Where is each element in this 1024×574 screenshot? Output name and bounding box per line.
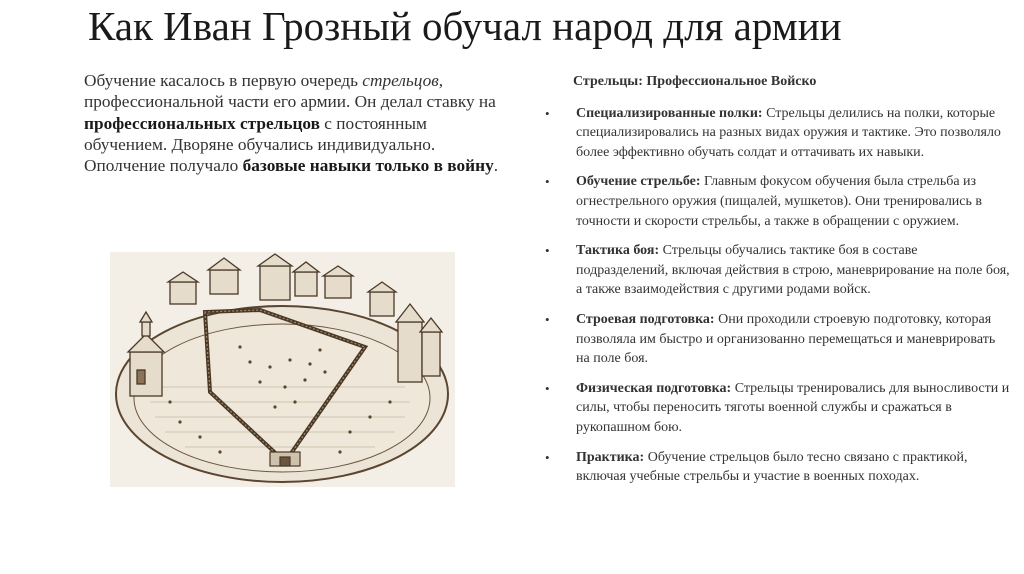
list-item-text: Обучение стрельцов было тесно связано с практикой, включая учебные стрельбы и участие в военных походах. [576,449,968,485]
list-item-term: Физическая подготовка: [576,380,732,396]
intro-text-2: , профессиональной части его армии. Он делал ставку на [84,71,496,112]
list-item [545,172,1010,231]
list-item [545,448,1010,487]
bullet-icon: • [545,380,550,396]
list-item-text: Стрельцы обучались тактике боя в составе подразделений, включая действия в строю, маневрирование на поле боя, а также взаимодействия с другими родами войск. [576,243,1010,298]
list-item-term: Практика: [576,449,645,465]
strelets-panel [545,72,1010,497]
list-item-text: Главным фокусом обучения была стрельба из огнестрельного оружия (пищалей, мушкетов). Они тренировались в точности и скорости стрельбы, а также в обращении с оружием. [576,174,983,229]
bullet-icon: • [545,243,550,259]
intro-paragraph [84,70,509,176]
list-item-text: Стрельцы делились на полки, которые специализировались на разных видах оружия и тактике. Это позволяло более эффективно обучать солдат и оттачивать их навыки. [576,105,1001,160]
intro-bold-2: базовые навыки только в войну [242,156,494,176]
fortress-engraving-icon [110,252,455,487]
list-item [545,379,1010,438]
list-item-term: Тактика боя: [576,243,660,259]
training-list [545,104,1010,487]
list-item-term: Строевая подготовка: [576,311,715,327]
intro-bold-1: профессиональных стрельцов [84,113,320,133]
list-item-term: Обучение стрельбе: [576,174,701,190]
list-item-term: Специализированные полки: [576,105,763,121]
intro-text-4: . [493,156,499,176]
intro-text-3: с постоянным обучением. Дворяне обучались индивидуально. Ополчение получало [84,113,436,176]
bullet-icon: • [545,105,550,121]
engraving-illustration [110,252,455,487]
list-item [545,104,1010,163]
list-item-text: Они проходили строевую подготовку, которая позволяла им быстро и организованно перемещаться и маневрировать на поле боя. [576,311,996,367]
list-item [545,310,1010,369]
slide-title: Как Иван Грозный обучал народ для армии [88,3,842,49]
intro-text-1: Обучение касалось в первую очередь [84,71,363,90]
panel-heading: Стрельцы: Профессиональное Войско [573,74,817,89]
bullet-icon: • [545,449,550,465]
list-item-text: Стрельцы тренировались для выносливости и силы, чтобы переносить тяготы военной службы и сражаться в рукопашном бою. [576,380,1010,435]
bullet-icon: • [545,311,550,327]
bullet-icon: • [545,174,550,190]
intro-emphasis: стрельцов [362,71,439,90]
list-item [545,241,1010,300]
